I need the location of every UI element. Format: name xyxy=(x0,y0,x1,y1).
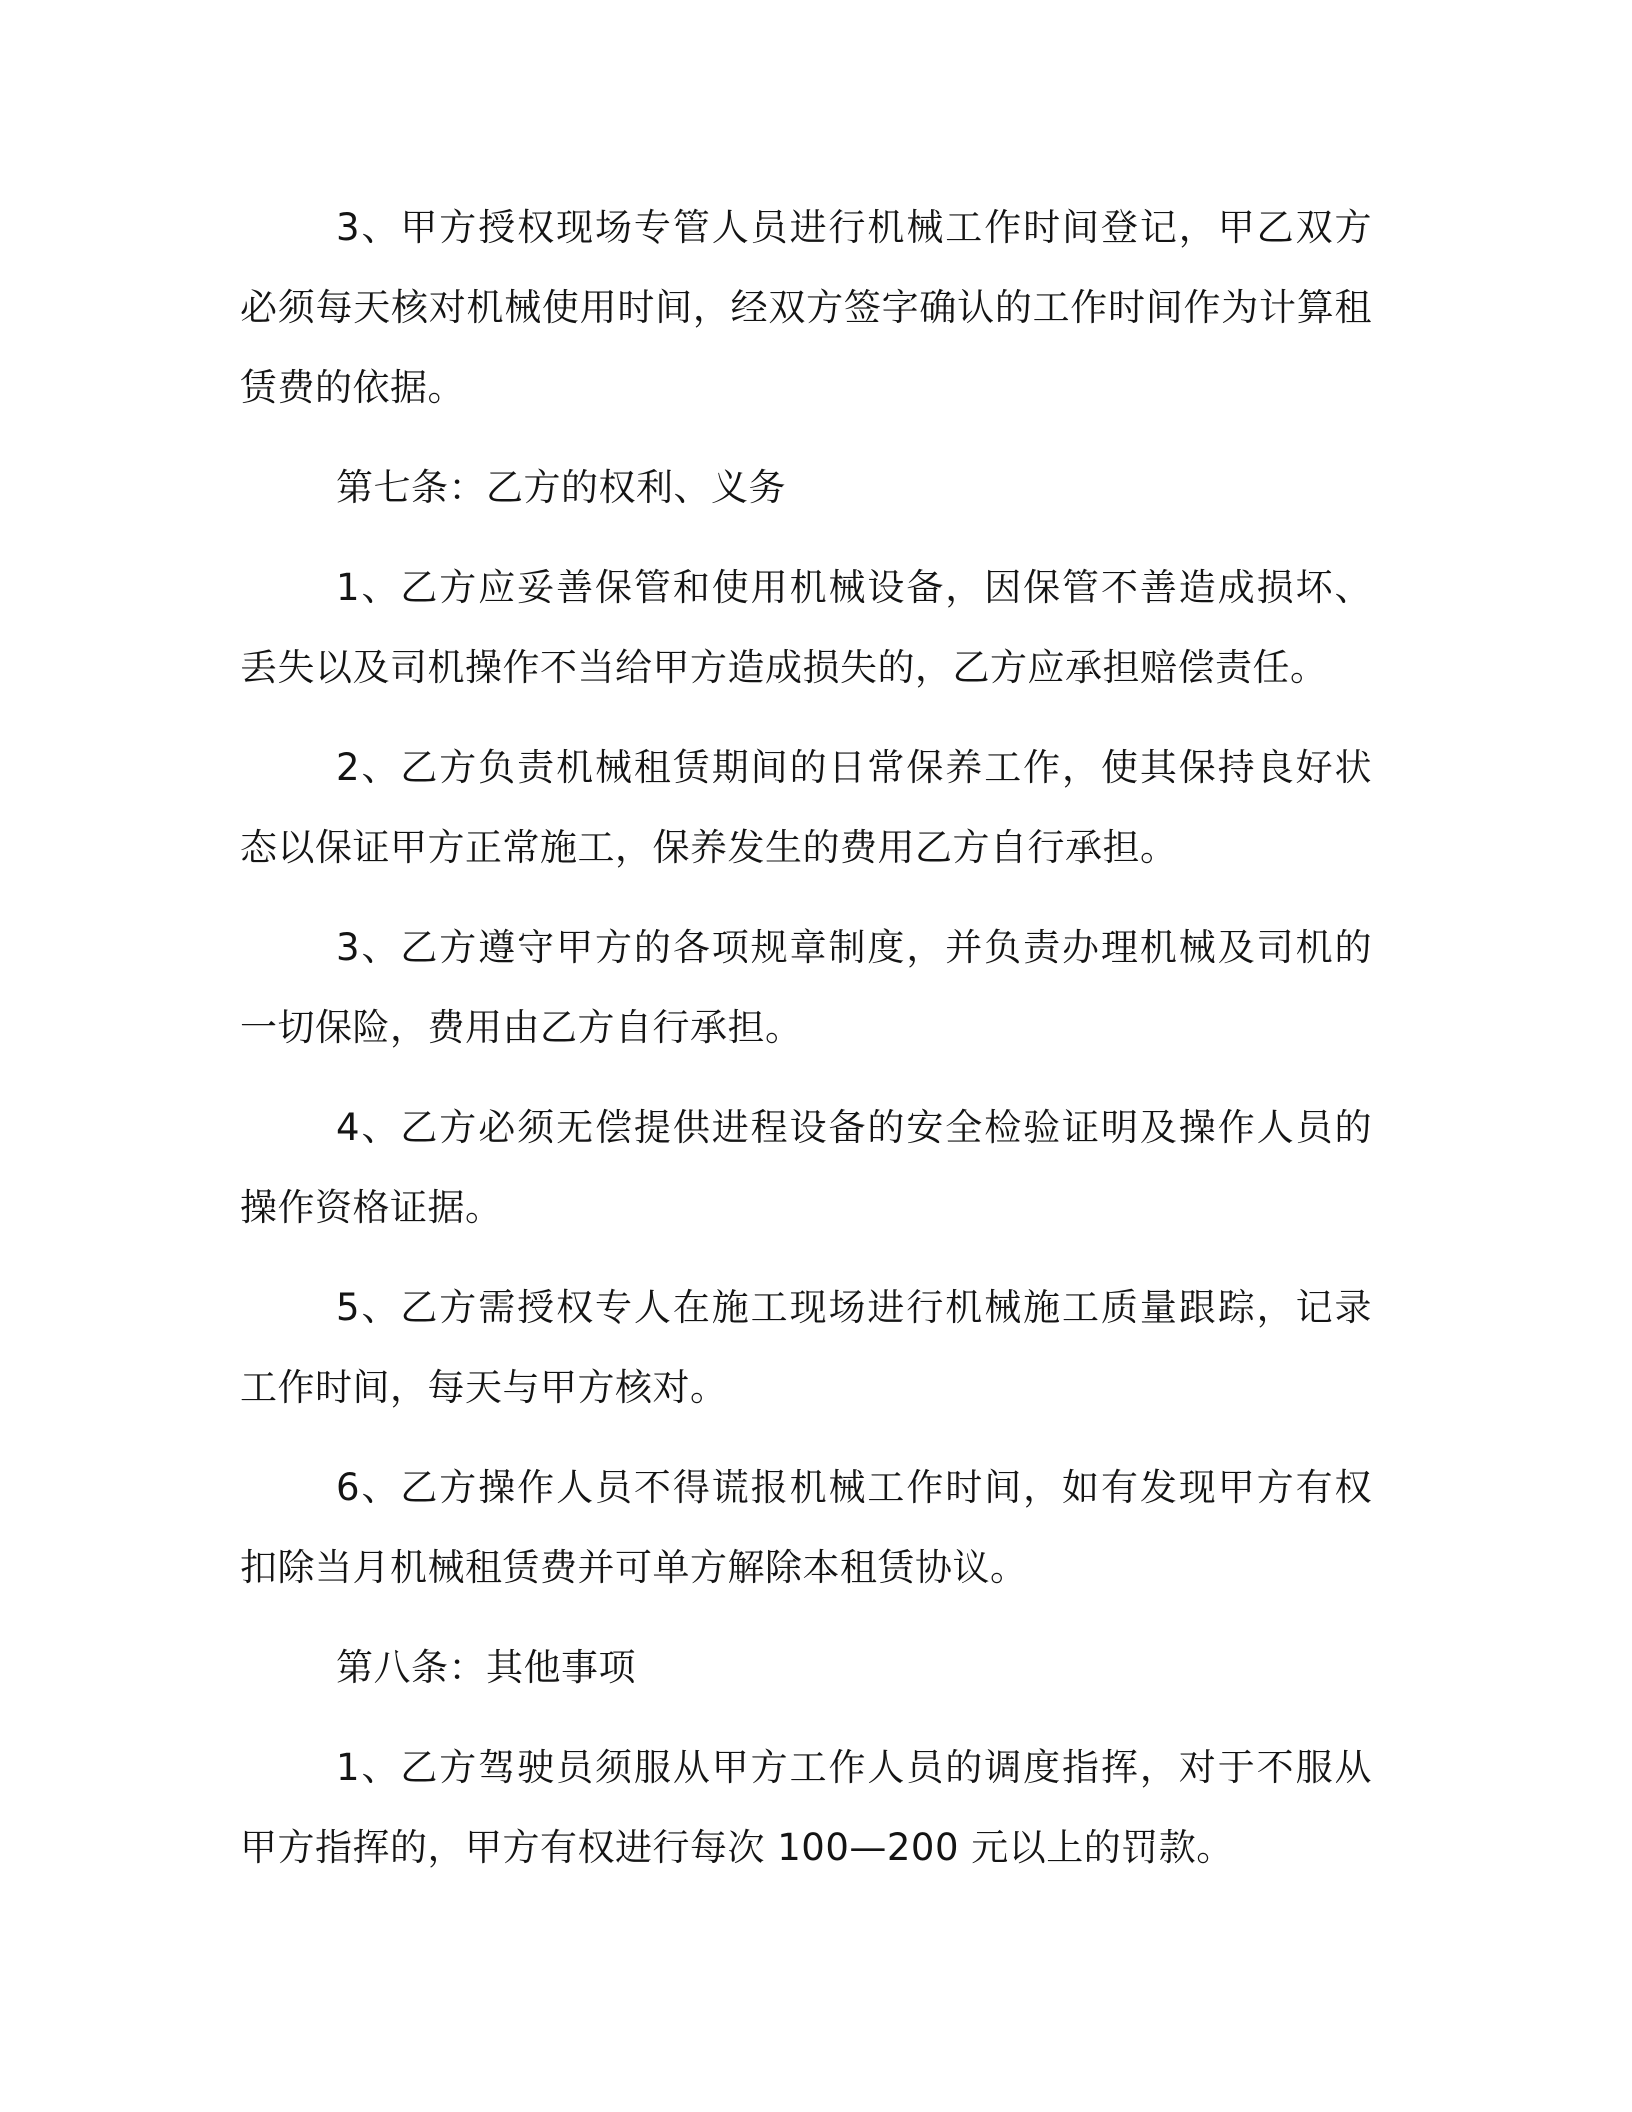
clause-paragraph: 6、乙方操作人员不得谎报机械工作时间，如有发现甲方有权扣除当月机械租赁费并可单方解除本租赁协议。 xyxy=(240,1466,1372,1589)
article-heading: 第七条：乙方的权利、义务 xyxy=(336,466,786,509)
document-body xyxy=(240,188,1372,1908)
clause-paragraph: 1、乙方应妥善保管和使用机械设备，因保管不善造成损坏、丢失以及司机操作不当给甲方造成损失的，乙方应承担赔偿责任。 xyxy=(240,566,1372,689)
clause-paragraph: 3、乙方遵守甲方的各项规章制度，并负责办理机械及司机的一切保险，费用由乙方自行承担。 xyxy=(240,926,1372,1049)
clause-paragraph: 1、乙方驾驶员须服从甲方工作人员的调度指挥，对于不服从甲方指挥的，甲方有权进行每次 100—200 元以上的罚款。 xyxy=(240,1746,1372,1869)
clause-paragraph: 3、甲方授权现场专管人员进行机械工作时间登记，甲乙双方必须每天核对机械使用时间，经双方签字确认的工作时间作为计算租赁费的依据。 xyxy=(240,206,1372,409)
article-heading: 第八条：其他事项 xyxy=(336,1646,636,1689)
clause-paragraph: 4、乙方必须无偿提供进程设备的安全检验证明及操作人员的操作资格证据。 xyxy=(240,1106,1372,1229)
clause-paragraph: 5、乙方需授权专人在施工现场进行机械施工质量跟踪，记录工作时间，每天与甲方核对。 xyxy=(240,1286,1372,1409)
clause-paragraph: 2、乙方负责机械租赁期间的日常保养工作，使其保持良好状态以保证甲方正常施工，保养发生的费用乙方自行承担。 xyxy=(240,746,1372,869)
